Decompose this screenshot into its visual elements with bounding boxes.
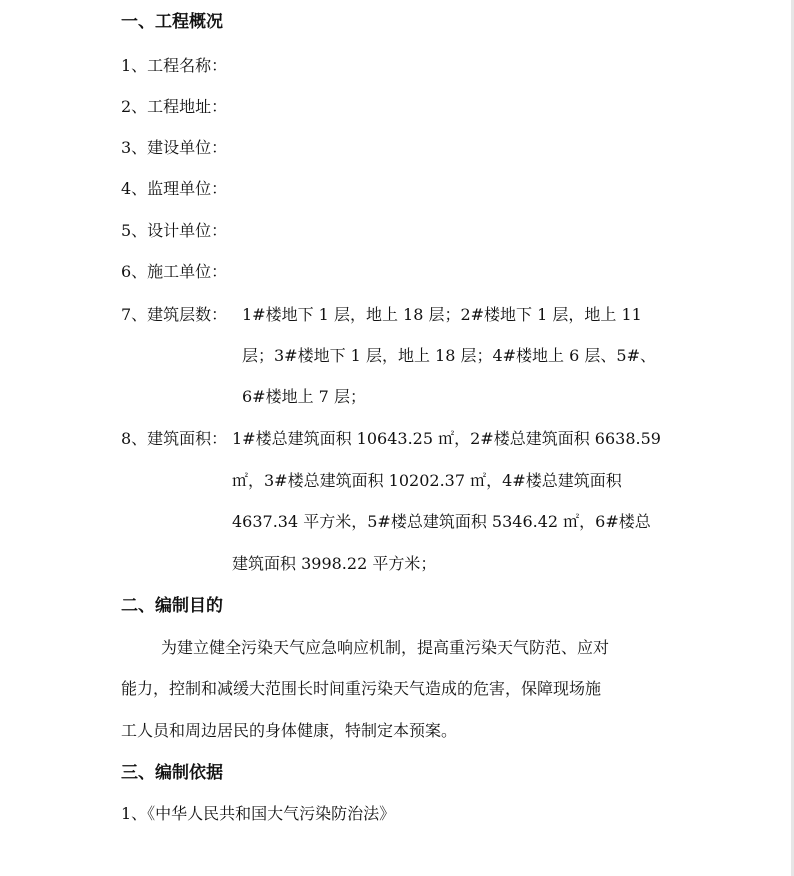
floors-line: 6#楼地上 7 层； (242, 387, 366, 406)
area-line: 建筑面积 3998.22 平方米； (232, 554, 437, 573)
floors-line: 层；3#楼地下 1 层，地上 18 层；4#楼地上 6 层、5#、 (242, 346, 656, 365)
floors-label: 7、建筑层数： (121, 305, 228, 324)
construction-unit-item: 3、建设单位： (121, 138, 228, 157)
basis-item: 1、《中华人民共和国大气污染防治法》 (121, 804, 396, 823)
contractor-unit-item: 6、施工单位： (121, 262, 228, 281)
project-address-item: 2、工程地址： (121, 97, 228, 116)
purpose-paragraph-line: 工人员和周边居民的身体健康，特制定本预案。 (121, 721, 458, 740)
area-line: 1#楼总建筑面积 10643.25 ㎡，2#楼总建筑面积 6638.59 (232, 429, 661, 448)
project-name-item: 1、工程名称： (121, 56, 228, 75)
area-line: ㎡，3#楼总建筑面积 10202.37 ㎡，4#楼总建筑面积 (232, 471, 622, 490)
section-heading-overview: 一、工程概况 (121, 12, 223, 32)
supervision-unit-item: 4、监理单位： (121, 179, 228, 198)
purpose-paragraph-line: 为建立健全污染天气应急响应机制，提高重污染天气防范、应对 (161, 638, 610, 657)
section-heading-purpose: 二、编制目的 (121, 596, 223, 616)
design-unit-item: 5、设计单位： (121, 221, 228, 240)
purpose-paragraph-line: 能力，控制和减缓大范围长时间重污染天气造成的危害，保障现场施 (121, 679, 602, 698)
area-label: 8、建筑面积： (121, 429, 228, 448)
floors-line: 1#楼地下 1 层，地上 18 层；2#楼地下 1 层，地上 11 (242, 305, 642, 324)
section-heading-basis: 三、编制依据 (121, 763, 223, 783)
area-line: 4637.34 平方米，5#楼总建筑面积 5346.42 ㎡，6#楼总 (232, 512, 651, 531)
